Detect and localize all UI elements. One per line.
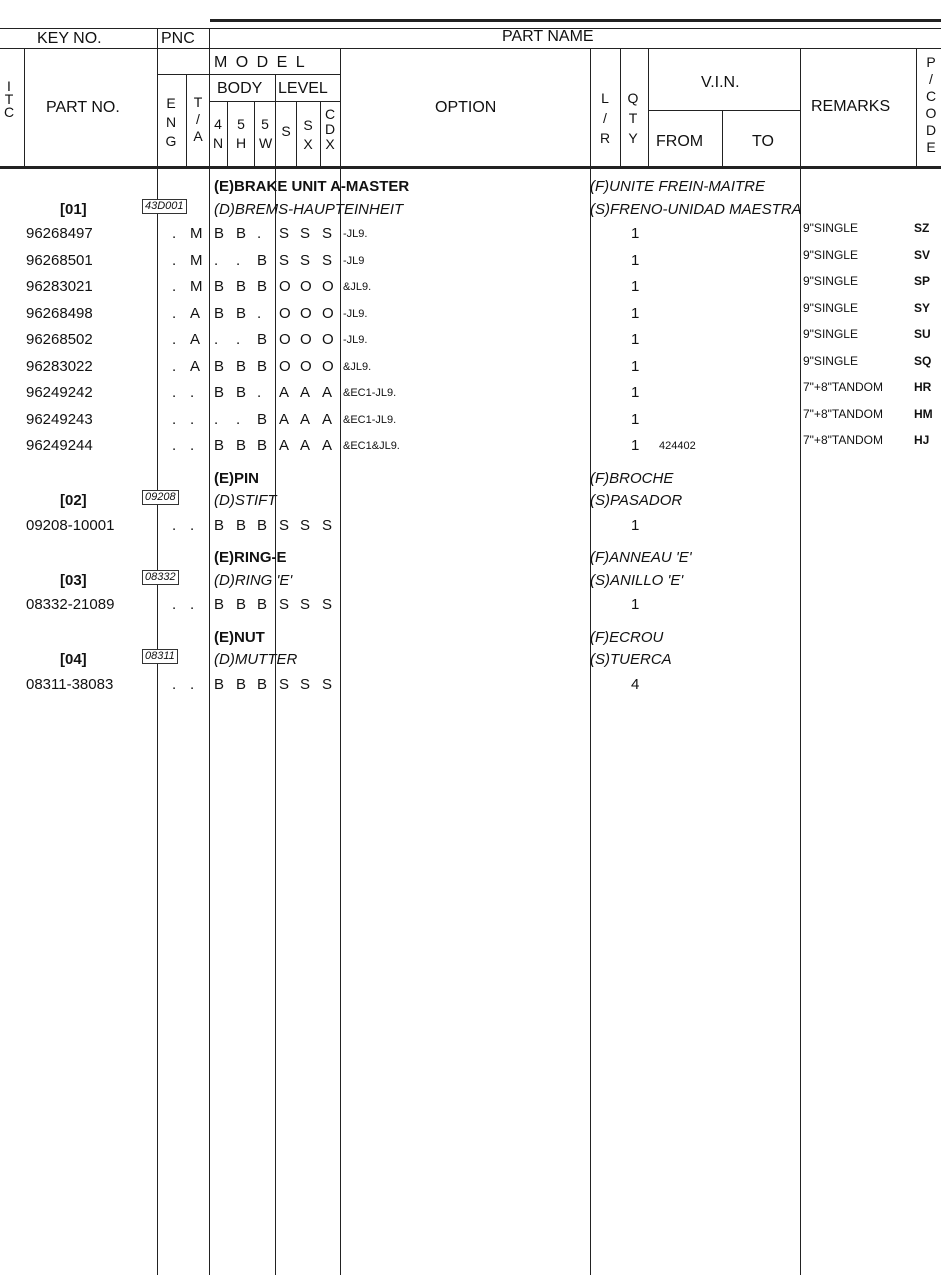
remarks-text: 7"+8"TANDOM: [803, 380, 883, 394]
pnc-header: PNC: [161, 30, 195, 47]
quantity: 1: [631, 437, 640, 454]
part-name-fr: (F)UNITE FREIN-MAITRE: [590, 178, 765, 195]
quantity: 4: [631, 675, 640, 693]
body-5h: .: [236, 331, 241, 348]
option-code: &JL9.: [343, 360, 372, 373]
body-4n: .: [214, 251, 219, 269]
model-header: M O D E L: [214, 54, 307, 71]
ta-header: T / A: [193, 94, 203, 144]
eng-code: .: [172, 675, 177, 693]
option-code: &EC1&JL9.: [343, 440, 400, 452]
part-name-de: (D)MUTTER: [214, 651, 298, 668]
itc-header: I T C: [3, 78, 15, 120]
remarks-text: 9"SINGLE: [803, 274, 858, 288]
body-5w-header: 5 W: [259, 116, 273, 151]
option-code: &EC1-JL9.: [343, 387, 397, 399]
level-cdx: A: [322, 384, 333, 401]
part-name-de: (D)RING 'E': [214, 571, 293, 589]
level-sx: O: [300, 331, 312, 348]
level-cdx-header: C D X: [324, 106, 336, 152]
pnc-code-box: 43D001: [142, 199, 187, 214]
key-no-header: KEY NO.: [37, 30, 102, 47]
quantity: 1: [631, 304, 640, 322]
level-cdx: S: [322, 596, 333, 613]
body-5h: B: [236, 278, 247, 295]
col-line-option: [340, 48, 341, 1275]
part-name-es: (S)TUERCA: [590, 651, 672, 668]
p-code: SQ: [914, 353, 932, 368]
col-line-l2: [320, 101, 321, 166]
level-sx: S: [300, 516, 311, 534]
level-sx: S: [300, 251, 311, 269]
level-cdx: S: [322, 251, 333, 269]
col-line-remarks: [800, 48, 801, 1275]
eng-code: .: [172, 225, 177, 242]
body-4n: B: [214, 357, 225, 375]
part-number: 08332-21089: [26, 596, 115, 613]
part-name-en: (E)PIN: [214, 469, 259, 487]
col-line-b2: [254, 101, 255, 166]
level-s: S: [279, 596, 290, 613]
quantity: 1: [631, 596, 640, 613]
eng-code: .: [172, 304, 177, 322]
part-name-header: PART NAME: [502, 28, 594, 45]
option-header: OPTION: [435, 99, 497, 116]
level-sx: A: [300, 384, 311, 401]
body-5h: .: [236, 410, 241, 428]
level-header: LEVEL: [278, 80, 328, 97]
col-line-b1: [227, 101, 228, 166]
part-no-header: PART NO.: [46, 99, 120, 116]
ta-code: .: [190, 675, 195, 693]
level-cdx: S: [322, 675, 333, 693]
col-line-body: [275, 74, 276, 1275]
col-line-to: [722, 110, 723, 168]
body-header: BODY: [217, 80, 263, 97]
remarks-header: REMARKS: [811, 98, 891, 115]
eng-code: .: [172, 251, 177, 269]
body-4n: B: [214, 278, 225, 295]
col-line-itc: [24, 48, 25, 168]
eng-code: .: [172, 331, 177, 348]
option-code: &EC1-JL9.: [343, 413, 397, 426]
level-sx: S: [300, 675, 311, 693]
part-number: 96283022: [26, 357, 93, 375]
eng-code: .: [172, 516, 177, 534]
body-4n: B: [214, 675, 225, 693]
body-5h: .: [236, 251, 241, 269]
level-s: S: [279, 516, 290, 534]
remarks-text: 7"+8"TANDOM: [803, 433, 883, 447]
part-number: 96283021: [26, 278, 93, 295]
level-cdx: O: [322, 304, 334, 322]
part-number: 09208-10001: [26, 516, 115, 534]
level-s: A: [279, 410, 290, 428]
ta-code: M: [190, 251, 203, 269]
ta-code: .: [190, 384, 195, 401]
level-sx: O: [300, 304, 312, 322]
body-5h: B: [236, 357, 247, 375]
vin-from: 424402: [659, 440, 696, 452]
level-sx: A: [300, 437, 311, 454]
p-code: SV: [914, 247, 931, 262]
part-number: 96249243: [26, 410, 93, 428]
part-number: 96268502: [26, 331, 93, 348]
part-name-fr: (F)ECROU: [590, 628, 664, 646]
remarks-text: 9"SINGLE: [803, 353, 858, 368]
level-sx-header: S X: [303, 117, 313, 152]
ta-code: M: [190, 225, 203, 242]
option-code: &JL9.: [343, 281, 372, 293]
body-5h: B: [236, 596, 247, 613]
body-5w: B: [257, 410, 268, 428]
option-code: -JL9: [343, 254, 365, 267]
level-s: S: [279, 251, 290, 269]
col-line-pnc-right: [209, 28, 210, 1275]
part-name-en: (E)BRAKE UNIT A-MASTER: [214, 178, 410, 195]
pcode-header: P / C O D E: [925, 54, 937, 155]
eng-code: .: [172, 596, 177, 613]
col-line-eng: [186, 74, 187, 166]
body-5w: B: [257, 357, 268, 375]
p-code: SZ: [914, 221, 930, 235]
part-name-es: (S)PASADOR: [590, 492, 683, 509]
part-number: 96249244: [26, 437, 93, 454]
body-5h: B: [236, 516, 247, 534]
quantity: 1: [631, 410, 640, 428]
remarks-text: 9"SINGLE: [803, 221, 858, 235]
body-5h: B: [236, 384, 247, 401]
level-s: O: [279, 304, 291, 322]
body-4n: B: [214, 596, 225, 613]
level-sx: O: [300, 278, 312, 295]
key-no: [01]: [60, 200, 87, 218]
body-4n: .: [214, 331, 219, 348]
body-5w: B: [257, 331, 268, 348]
body-5w: B: [257, 251, 268, 269]
ta-code: A: [190, 331, 201, 348]
level-s: S: [279, 675, 290, 693]
body-4n: B: [214, 437, 225, 454]
part-name-en: (E)NUT: [214, 628, 265, 646]
body-5w: .: [257, 304, 262, 322]
part-number: 96268497: [26, 225, 93, 242]
level-cdx: O: [322, 331, 334, 348]
level-cdx: S: [322, 225, 333, 242]
quantity: 1: [631, 331, 640, 348]
level-sx: S: [300, 596, 311, 613]
part-name-es: (S)FRENO-UNIDAD MAESTRA: [590, 200, 802, 218]
body-5h: B: [236, 225, 247, 242]
ta-code: .: [190, 437, 195, 454]
part-number: 96268501: [26, 251, 93, 269]
eng-code: .: [172, 357, 177, 375]
part-name-fr: (F)BROCHE: [590, 469, 674, 487]
level-s: O: [279, 357, 291, 375]
part-name-de: (D)BREMS-HAUPTEINHEIT: [214, 200, 404, 218]
level-sx: A: [300, 410, 311, 428]
eng-code: .: [172, 437, 177, 454]
ta-code: M: [190, 278, 203, 295]
body-5h: B: [236, 437, 247, 454]
level-cdx: O: [322, 357, 334, 375]
vin-from-header: FROM: [656, 133, 704, 150]
pnc-code-box: 08311: [142, 649, 178, 664]
part-name-fr: (F)ANNEAU 'E': [590, 549, 692, 566]
quantity: 1: [631, 357, 640, 375]
lr-header: L / R: [599, 90, 611, 146]
body-4n: .: [214, 410, 219, 428]
model-rule: [157, 74, 340, 75]
part-number: 96249242: [26, 384, 93, 401]
vin-to-header: TO: [752, 133, 774, 150]
level-s: A: [279, 437, 290, 454]
level-s-header: S: [281, 123, 291, 139]
body-5w: B: [257, 596, 268, 613]
level-cdx: A: [322, 437, 333, 454]
option-code: -JL9.: [343, 334, 368, 346]
body-5h: B: [236, 675, 247, 693]
level-cdx: S: [322, 516, 333, 534]
eng-header: E N G: [165, 95, 177, 149]
vin-rule: [648, 110, 800, 111]
qty-header: Q T Y: [627, 90, 639, 146]
quantity: 1: [631, 225, 640, 242]
level-s: A: [279, 384, 290, 401]
body-5w: B: [257, 278, 268, 295]
part-name-en: (E)RING-E: [214, 549, 287, 566]
quantity: 1: [631, 384, 640, 401]
body-5w: .: [257, 225, 262, 242]
body-5w: B: [257, 675, 268, 693]
ta-code: .: [190, 410, 195, 428]
body-5h: B: [236, 304, 247, 322]
col-line-pcode: [916, 48, 917, 168]
body-4n-header: 4 N: [212, 116, 224, 151]
level-cdx: O: [322, 278, 334, 295]
body-5w: B: [257, 516, 268, 534]
body-4n: B: [214, 384, 225, 401]
ta-code: A: [190, 304, 201, 322]
p-code: SU: [914, 327, 931, 341]
level-sx: O: [300, 357, 312, 375]
key-no: [02]: [60, 492, 87, 509]
top-rule: [210, 19, 941, 22]
remarks-text: 9"SINGLE: [803, 327, 858, 341]
pnc-code-box: 09208: [142, 490, 179, 505]
p-code: HJ: [914, 433, 930, 447]
header-rule-1: [0, 28, 941, 29]
part-number: 96268498: [26, 304, 93, 322]
ta-code: .: [190, 516, 195, 534]
part-number: 08311-38083: [26, 675, 114, 693]
col-line-qty: [620, 48, 621, 168]
part-name-es: (S)ANILLO 'E': [590, 571, 684, 589]
p-code: SY: [914, 300, 931, 315]
ta-code: A: [190, 357, 201, 375]
body-5h-header: 5 H: [235, 116, 247, 151]
p-code: HR: [914, 380, 932, 394]
col-line-vin: [648, 48, 649, 168]
remarks-text: 9"SINGLE: [803, 247, 858, 262]
pnc-code-box: 08332: [142, 570, 179, 585]
ta-code: .: [190, 596, 195, 613]
vin-header: V.I.N.: [701, 74, 740, 91]
p-code: SP: [914, 274, 931, 288]
eng-code: .: [172, 278, 177, 295]
eng-code: .: [172, 384, 177, 401]
level-s: O: [279, 278, 291, 295]
p-code: HM: [914, 406, 933, 421]
body-4n: B: [214, 225, 225, 242]
quantity: 1: [631, 516, 640, 534]
level-s: S: [279, 225, 290, 242]
option-code: -JL9.: [343, 307, 368, 320]
body-4n: B: [214, 516, 225, 534]
body-5w: .: [257, 384, 262, 401]
level-s: O: [279, 331, 291, 348]
remarks-text: 7"+8"TANDOM: [803, 406, 883, 421]
quantity: 1: [631, 278, 640, 295]
eng-code: .: [172, 410, 177, 428]
level-cdx: A: [322, 410, 333, 428]
level-sx: S: [300, 225, 311, 242]
key-no: [04]: [60, 651, 87, 668]
part-name-de: (D)STIFT: [214, 492, 277, 509]
body-5w: B: [257, 437, 268, 454]
option-code: -JL9.: [343, 228, 368, 240]
quantity: 1: [631, 251, 640, 269]
remarks-text: 9"SINGLE: [803, 300, 858, 315]
key-no: [03]: [60, 571, 87, 589]
body-4n: B: [214, 304, 225, 322]
col-line-l1: [296, 101, 297, 166]
